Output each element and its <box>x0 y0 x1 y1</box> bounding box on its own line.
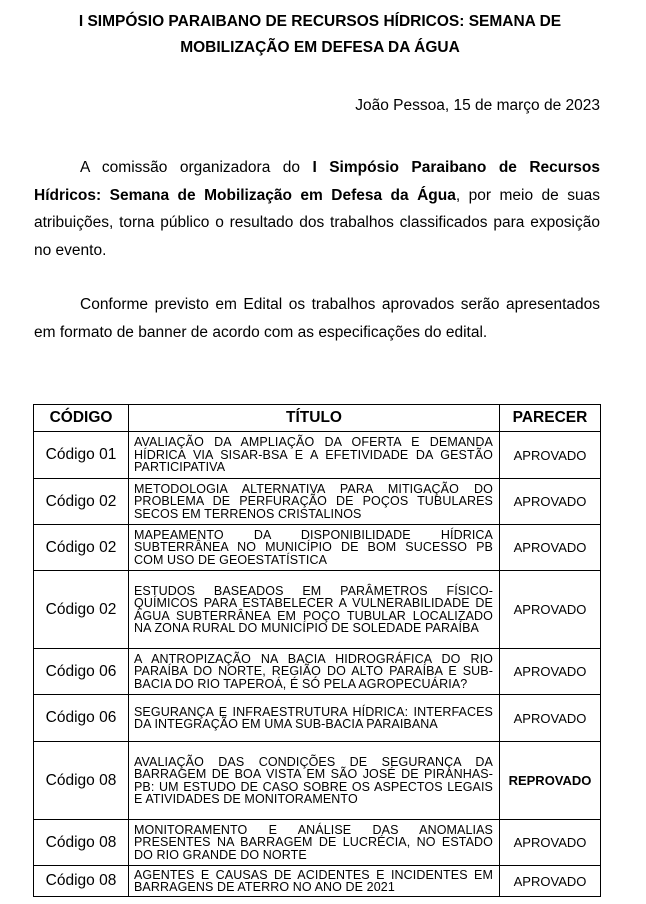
results-table <box>33 404 601 897</box>
row-verdict: APROVADO <box>500 695 601 742</box>
row-title: MAPEAMENTO DA DISPONIBILIDADE HÍDRICA SUBTERRÂNEA NO MUNICÍPIO DE BOM SUCESSO PB COM USO DE GEOESTATÍSTICA <box>129 525 500 571</box>
row-title: AGENTES E CAUSAS DE ACIDENTES E INCIDENTES EM BARRAGENS DE ATERRO NO ANO DE 2021 <box>129 866 500 897</box>
row-code: Código 06 <box>34 649 129 695</box>
table-row <box>34 695 601 742</box>
row-title: AVALIAÇÃO DAS CONDIÇÕES DE SEGURANÇA DA BARRAGEM DE BOA VISTA EM SÃO JOSÉ DE PIRANHAS-PB: UM ESTUDO DE CASO SOBRE OS ASPECTOS LEGAIS E ATIVIDADES DE MONITORAMENTO <box>129 742 500 820</box>
row-verdict: APROVADO <box>500 820 601 866</box>
row-verdict: APROVADO <box>500 525 601 571</box>
row-verdict: APROVADO <box>500 571 601 649</box>
header-codigo: CÓDIGO <box>34 405 129 432</box>
table-row <box>34 571 601 649</box>
header-titulo: TÍTULO <box>129 405 500 432</box>
row-title: AVALIAÇÃO DA AMPLIAÇÃO DA OFERTA E DEMANDA HÍDRICA VIA SISAR-BSA E A EFETIVIDADE DA GESTÃO PARTICIPATIVA <box>129 432 500 479</box>
row-code: Código 01 <box>34 432 129 479</box>
table-row <box>34 649 601 695</box>
table-row <box>34 820 601 866</box>
document-title <box>30 9 610 61</box>
row-code: Código 06 <box>34 695 129 742</box>
row-verdict: REPROVADO <box>500 742 601 820</box>
row-title: METODOLOGIA ALTERNATIVA PARA MITIGAÇÃO DO PROBLEMA DE PERFURAÇÃO DE POÇOS TUBULARES SECOS EM TERRENOS CRISTALINOS <box>129 479 500 525</box>
row-verdict: APROVADO <box>500 479 601 525</box>
table-row <box>34 742 601 820</box>
row-code: Código 02 <box>34 479 129 525</box>
row-code: Código 02 <box>34 525 129 571</box>
document-title-line-2: MOBILIZAÇÃO EM DEFESA DA ÁGUA <box>180 39 460 56</box>
row-code: Código 08 <box>34 820 129 866</box>
row-code: Código 08 <box>34 742 129 820</box>
row-title: A ANTROPIZAÇÃO NA BACIA HIDROGRÁFICA DO RIO PARAÍBA DO NORTE, REGIÃO DO ALTO PARAÍBA E SUB-BACIA DO RIO TAPEROÁ, É SÓ PELA AGROPECUÁRIA? <box>129 649 500 695</box>
table-row <box>34 432 601 479</box>
announcement-paragraph <box>34 154 600 264</box>
row-code: Código 08 <box>34 866 129 897</box>
document-title-line-1: I SIMPÓSIO PARAIBANO DE RECURSOS HÍDRICOS: SEMANA DE <box>78 13 562 30</box>
event-name-bold: I Simpósio Paraibano de Recursos Hídricos: Semana de Mobilização em Defesa da Água <box>34 159 600 204</box>
table-row <box>34 525 601 571</box>
header-parecer: PARECER <box>500 405 601 432</box>
table-row <box>34 479 601 525</box>
row-verdict: APROVADO <box>500 432 601 479</box>
row-code: Código 02 <box>34 571 129 649</box>
row-title: MONITORAMENTO E ANÁLISE DAS ANOMALIAS PRESENTES NA BARRAGEM DE LUCRÉCIA, NO ESTADO DO RIO GRANDE DO NORTE <box>129 820 500 866</box>
paragraph-text-continued: , por meio de suas atribuições, torna público o resultado dos trabalhos classificados para exposição no evento. <box>34 186 600 259</box>
document-date: João Pessoa, 15 de março de 2023 <box>355 97 600 114</box>
row-verdict: APROVADO <box>500 866 601 897</box>
paragraph-text: A comissão organizadora do <box>80 159 313 176</box>
row-verdict: APROVADO <box>500 649 601 695</box>
edital-paragraph: Conforme previsto em Edital os trabalhos aprovados serão apresentados em formato de banner de acordo com as especificações do edital. <box>34 296 600 341</box>
table-row <box>34 866 601 897</box>
row-title: ESTUDOS BASEADOS EM PARÂMETROS FÍSICO-QUÍMICOS PARA ESTABELECER A VULNERABILIDADE DE ÁGUA SUBTERRÂNEA EM POÇO TUBULAR LOCALIZADO NA ZONA RURAL DO MUNICÍPIO DE SOLEDADE PARAÍBA <box>129 571 500 649</box>
table-header-row <box>34 405 601 432</box>
row-title: SEGURANÇA E INFRAESTRUTURA HÍDRICA: INTERFACES DA INTEGRAÇÃO EM UMA SUB-BACIA PARAIBANA <box>129 695 500 742</box>
